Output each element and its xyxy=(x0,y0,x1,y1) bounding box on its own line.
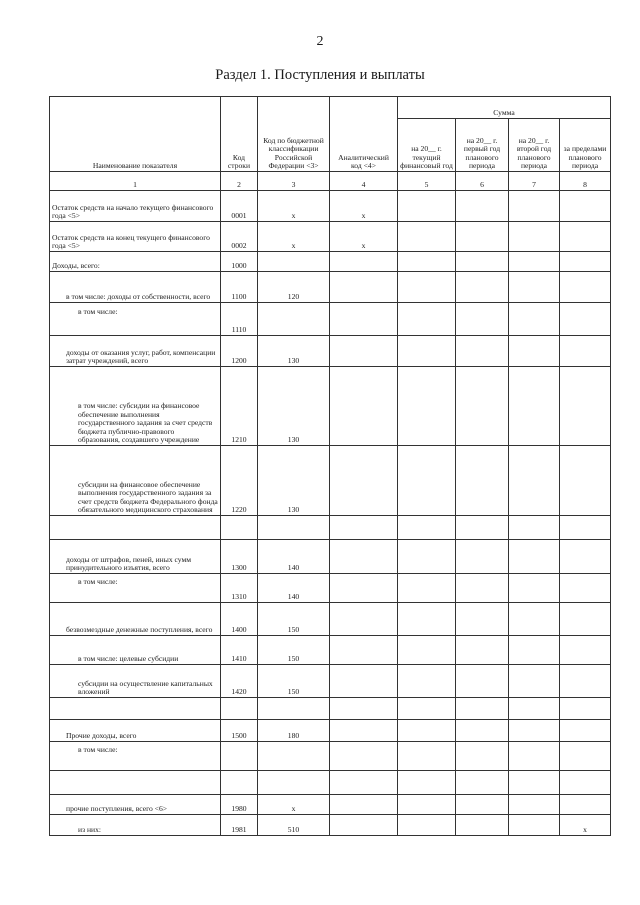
value-cell xyxy=(456,336,509,367)
table-row xyxy=(50,540,611,574)
column-number: 1 xyxy=(50,172,221,191)
row-code: 1200 xyxy=(221,336,258,367)
row-analytic-code xyxy=(330,516,398,540)
row-name: доходы от штрафов, пеней, иных сумм принудительного изъятия, всего xyxy=(50,540,221,574)
row-name: Доходы, всего: xyxy=(50,252,221,272)
table-row xyxy=(50,222,611,252)
row-name xyxy=(50,698,221,720)
row-code xyxy=(221,771,258,795)
value-cell xyxy=(560,665,611,698)
row-analytic-code xyxy=(330,446,398,516)
table-row xyxy=(50,303,611,336)
value-cell xyxy=(456,303,509,336)
value-cell xyxy=(456,446,509,516)
row-name: безвозмездные денежные поступления, всего xyxy=(50,603,221,636)
value-cell xyxy=(456,516,509,540)
row-budget-code: 140 xyxy=(258,540,330,574)
value-cell xyxy=(456,540,509,574)
row-code: 1500 xyxy=(221,720,258,742)
row-analytic-code xyxy=(330,272,398,303)
row-name: в том числе: xyxy=(50,303,221,336)
value-cell xyxy=(398,446,456,516)
value-cell xyxy=(509,771,560,795)
row-budget-code: 130 xyxy=(258,446,330,516)
value-cell xyxy=(456,665,509,698)
value-cell xyxy=(509,336,560,367)
header-sum: Сумма xyxy=(398,97,611,119)
row-budget-code: 120 xyxy=(258,272,330,303)
value-cell xyxy=(456,815,509,836)
value-cell xyxy=(509,603,560,636)
value-cell xyxy=(560,222,611,252)
value-cell xyxy=(560,698,611,720)
value-cell xyxy=(398,222,456,252)
row-budget-code: 140 xyxy=(258,574,330,603)
table-row xyxy=(50,191,611,222)
value-cell xyxy=(560,303,611,336)
table-row xyxy=(50,252,611,272)
row-code xyxy=(221,742,258,771)
table-row xyxy=(50,336,611,367)
row-budget-code: 150 xyxy=(258,636,330,665)
row-analytic-code xyxy=(330,795,398,815)
row-code: 0001 xyxy=(221,191,258,222)
table-row xyxy=(50,720,611,742)
receipts-payments-table xyxy=(49,96,611,836)
value-cell xyxy=(509,720,560,742)
value-cell xyxy=(509,222,560,252)
value-cell xyxy=(560,636,611,665)
value-cell xyxy=(509,191,560,222)
value-cell xyxy=(398,698,456,720)
value-cell xyxy=(398,795,456,815)
value-cell xyxy=(560,742,611,771)
value-cell xyxy=(398,272,456,303)
row-code: 1000 xyxy=(221,252,258,272)
value-cell xyxy=(398,665,456,698)
column-number: 7 xyxy=(509,172,560,191)
row-analytic-code xyxy=(330,815,398,836)
row-analytic-code xyxy=(330,698,398,720)
row-analytic-code xyxy=(330,303,398,336)
section-title: Раздел 1. Поступления и выплаты xyxy=(215,67,425,83)
row-budget-code xyxy=(258,771,330,795)
value-cell xyxy=(509,367,560,446)
row-name: субсидии на осуществление капитальных вложений xyxy=(50,665,221,698)
value-cell xyxy=(560,574,611,603)
row-budget-code: 130 xyxy=(258,367,330,446)
row-code: 1410 xyxy=(221,636,258,665)
row-analytic-code xyxy=(330,574,398,603)
row-code: 1400 xyxy=(221,603,258,636)
row-analytic-code xyxy=(330,636,398,665)
column-number: 6 xyxy=(456,172,509,191)
row-name: в том числе: xyxy=(50,742,221,771)
value-cell xyxy=(398,336,456,367)
table-row xyxy=(50,516,611,540)
row-budget-code: 150 xyxy=(258,665,330,698)
row-budget-code: 130 xyxy=(258,336,330,367)
value-cell xyxy=(398,303,456,336)
value-cell xyxy=(456,771,509,795)
column-number: 8 xyxy=(560,172,611,191)
value-cell: x xyxy=(560,815,611,836)
value-cell xyxy=(509,446,560,516)
row-budget-code: 180 xyxy=(258,720,330,742)
value-cell xyxy=(456,272,509,303)
row-name: в том числе: целевые субсидии xyxy=(50,636,221,665)
row-budget-code xyxy=(258,303,330,336)
table-row xyxy=(50,795,611,815)
row-name: прочие поступления, всего <6> xyxy=(50,795,221,815)
value-cell xyxy=(560,367,611,446)
row-name: Прочие доходы, всего xyxy=(50,720,221,742)
value-cell xyxy=(456,222,509,252)
value-cell xyxy=(456,795,509,815)
row-name: доходы от оказания услуг, работ, компенсации затрат учреждений, всего xyxy=(50,336,221,367)
row-analytic-code xyxy=(330,771,398,795)
value-cell xyxy=(398,367,456,446)
row-analytic-code xyxy=(330,603,398,636)
table-row xyxy=(50,574,611,603)
table-row xyxy=(50,446,611,516)
value-cell xyxy=(509,303,560,336)
value-cell xyxy=(560,540,611,574)
row-code xyxy=(221,516,258,540)
row-code: 1110 xyxy=(221,303,258,336)
value-cell xyxy=(398,191,456,222)
table-row xyxy=(50,272,611,303)
header-budget-classification: Код по бюджетной классификации Российской Федерации <3> xyxy=(258,97,330,172)
row-code: 1310 xyxy=(221,574,258,603)
row-analytic-code xyxy=(330,336,398,367)
row-budget-code xyxy=(258,698,330,720)
row-name: Остаток средств на конец текущего финансового года <5> xyxy=(50,222,221,252)
value-cell xyxy=(509,742,560,771)
value-cell xyxy=(560,252,611,272)
row-budget-code xyxy=(258,742,330,771)
value-cell xyxy=(398,771,456,795)
table-row xyxy=(50,603,611,636)
value-cell xyxy=(398,516,456,540)
header-name: Наименование показателя xyxy=(50,97,221,172)
row-analytic-code xyxy=(330,742,398,771)
value-cell xyxy=(509,795,560,815)
value-cell xyxy=(398,636,456,665)
row-code: 1981 xyxy=(221,815,258,836)
value-cell xyxy=(398,742,456,771)
value-cell xyxy=(509,272,560,303)
value-cell xyxy=(560,795,611,815)
header-current-year: на 20__ г. текущий финансовый год xyxy=(398,119,456,172)
row-code: 0002 xyxy=(221,222,258,252)
value-cell xyxy=(560,272,611,303)
table-row xyxy=(50,815,611,836)
header-row-code: Код строки xyxy=(221,97,258,172)
table-row xyxy=(50,771,611,795)
row-budget-code: x xyxy=(258,191,330,222)
value-cell xyxy=(398,574,456,603)
row-name: Остаток средств на начало текущего финансового года <5> xyxy=(50,191,221,222)
value-cell xyxy=(509,540,560,574)
header-first-plan-year: на 20__ г. первый год планового периода xyxy=(456,119,509,172)
value-cell xyxy=(509,698,560,720)
row-budget-code xyxy=(258,252,330,272)
header-analytic-code: Аналитический код <4> xyxy=(330,97,398,172)
value-cell xyxy=(560,603,611,636)
row-name: в том числе: доходы от собственности, всего xyxy=(50,272,221,303)
row-analytic-code: x xyxy=(330,222,398,252)
row-budget-code: 150 xyxy=(258,603,330,636)
value-cell xyxy=(398,603,456,636)
column-number: 5 xyxy=(398,172,456,191)
row-name: субсидии на финансовое обеспечение выполнения государственного задания за счет средств бюджета Федерального фонда обязательного медицинского страхования xyxy=(50,446,221,516)
table-row xyxy=(50,698,611,720)
row-budget-code: 510 xyxy=(258,815,330,836)
row-name xyxy=(50,516,221,540)
row-analytic-code xyxy=(330,665,398,698)
value-cell xyxy=(456,367,509,446)
row-analytic-code xyxy=(330,720,398,742)
row-code: 1980 xyxy=(221,795,258,815)
row-analytic-code xyxy=(330,252,398,272)
table-row xyxy=(50,742,611,771)
value-cell xyxy=(509,516,560,540)
value-cell xyxy=(560,720,611,742)
row-name xyxy=(50,771,221,795)
value-cell xyxy=(456,574,509,603)
header-second-plan-year: на 20__ г. второй год планового периода xyxy=(509,119,560,172)
column-number: 4 xyxy=(330,172,398,191)
column-number: 3 xyxy=(258,172,330,191)
row-code: 1100 xyxy=(221,272,258,303)
value-cell xyxy=(456,636,509,665)
row-analytic-code xyxy=(330,540,398,574)
header-beyond-plan: за пределами планового периода xyxy=(560,119,611,172)
row-code: 1420 xyxy=(221,665,258,698)
column-number: 2 xyxy=(221,172,258,191)
value-cell xyxy=(560,771,611,795)
value-cell xyxy=(456,698,509,720)
row-name: из них: xyxy=(50,815,221,836)
row-budget-code: x xyxy=(258,222,330,252)
row-code: 1220 xyxy=(221,446,258,516)
value-cell xyxy=(398,540,456,574)
row-code: 1300 xyxy=(221,540,258,574)
table-row xyxy=(50,665,611,698)
value-cell xyxy=(509,574,560,603)
value-cell xyxy=(509,252,560,272)
value-cell xyxy=(560,516,611,540)
page-number: 2 xyxy=(316,34,324,49)
row-budget-code xyxy=(258,516,330,540)
value-cell xyxy=(509,665,560,698)
value-cell xyxy=(560,336,611,367)
row-analytic-code: x xyxy=(330,191,398,222)
value-cell xyxy=(398,720,456,742)
value-cell xyxy=(509,815,560,836)
value-cell xyxy=(456,252,509,272)
value-cell xyxy=(398,815,456,836)
row-name: в том числе: субсидии на финансовое обеспечение выполнения государственного задания за счет средств бюджета публично-правового образования, создавшего учреждение xyxy=(50,367,221,446)
row-name: в том числе: xyxy=(50,574,221,603)
value-cell xyxy=(456,720,509,742)
row-code: 1210 xyxy=(221,367,258,446)
row-analytic-code xyxy=(330,367,398,446)
value-cell xyxy=(456,742,509,771)
value-cell xyxy=(456,603,509,636)
value-cell xyxy=(560,446,611,516)
row-code xyxy=(221,698,258,720)
row-budget-code: x xyxy=(258,795,330,815)
value-cell xyxy=(398,252,456,272)
value-cell xyxy=(456,191,509,222)
table-row xyxy=(50,367,611,446)
table-row xyxy=(50,636,611,665)
value-cell xyxy=(509,636,560,665)
value-cell xyxy=(560,191,611,222)
